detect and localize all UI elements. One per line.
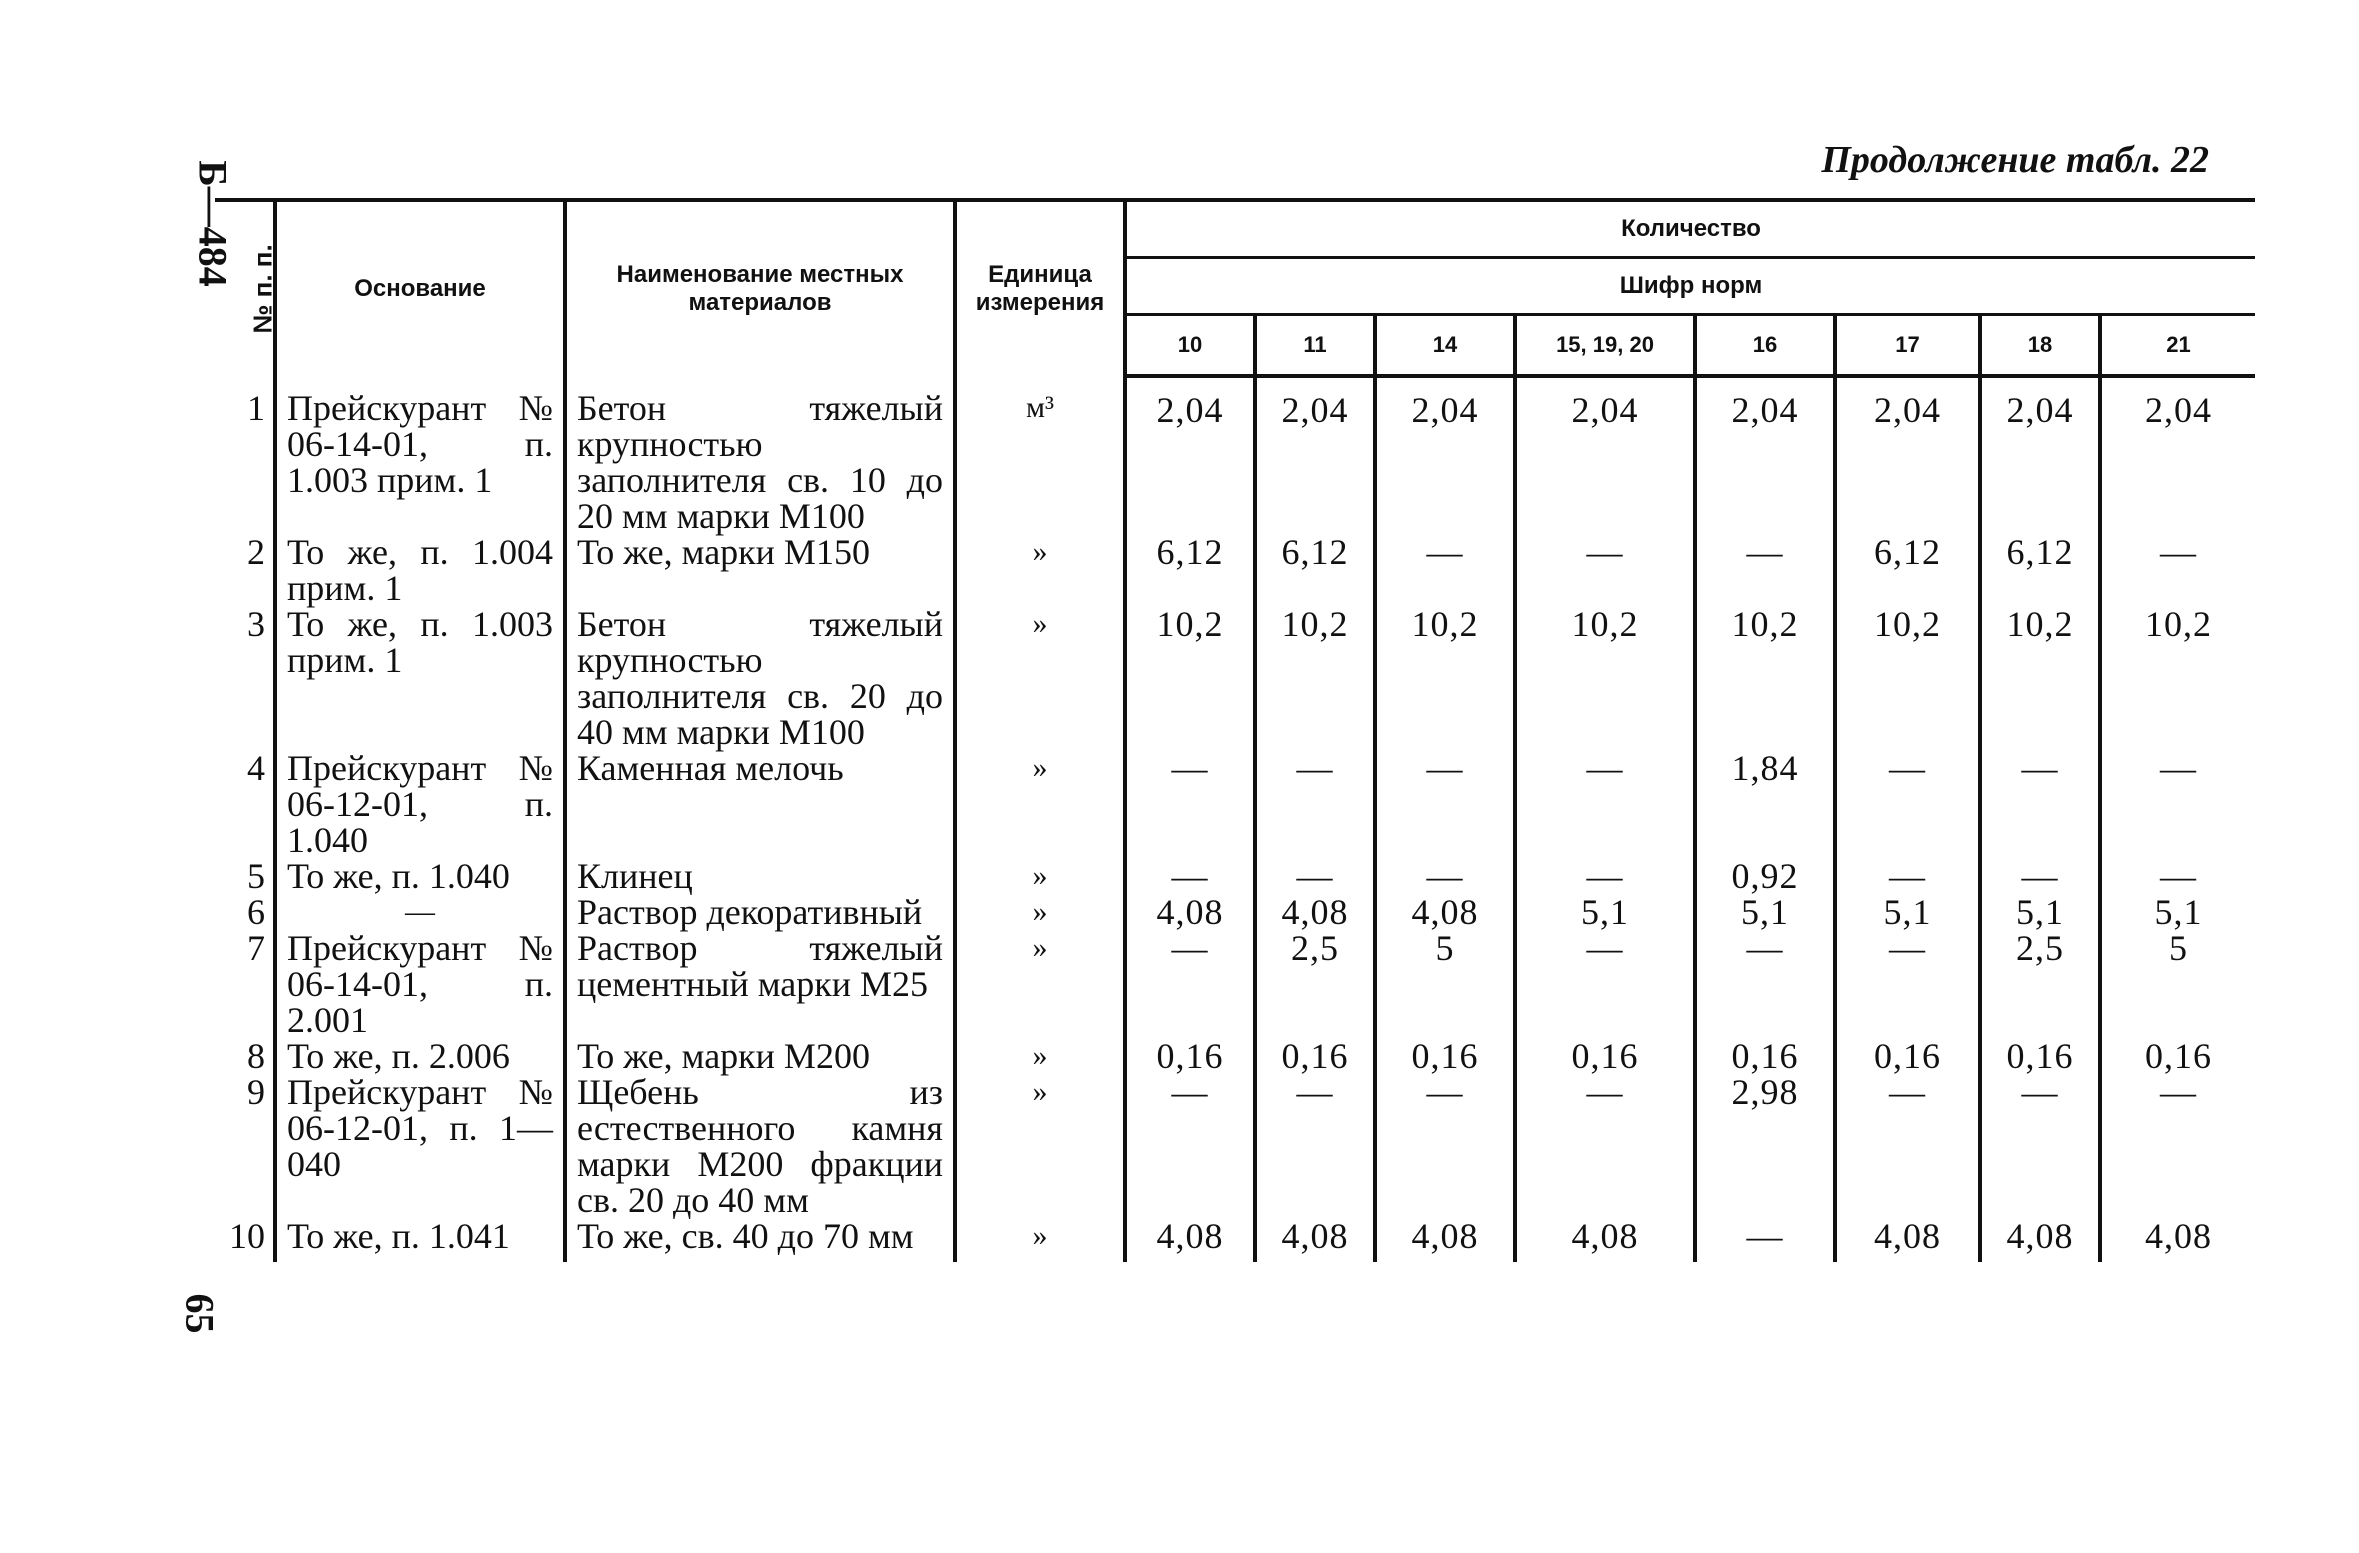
row-value: 2,98 <box>1695 1074 1835 1218</box>
table-row <box>215 606 2255 750</box>
row-value: 5,1 <box>2100 894 2255 930</box>
row-value: 2,04 <box>1695 376 1835 534</box>
row-basis: Прейскурант № 06-12-01, п. 1—040 <box>275 1074 565 1218</box>
row-value: — <box>1255 750 1375 858</box>
header-unit: Единица измерения <box>955 200 1125 376</box>
row-value: 6,12 <box>1125 534 1255 606</box>
row-value: 2,04 <box>1835 376 1980 534</box>
row-number: 9 <box>247 1072 265 1112</box>
row-value: 2,04 <box>1125 376 1255 534</box>
header-code: 10 <box>1125 315 1255 377</box>
row-value: 5,1 <box>1515 894 1695 930</box>
row-value: 4,08 <box>1980 1218 2100 1262</box>
row-value: 0,16 <box>1980 1038 2100 1074</box>
row-value: 0,16 <box>1375 1038 1515 1074</box>
row-basis: То же, п. 1.041 <box>275 1218 565 1262</box>
row-value: 0,16 <box>1125 1038 1255 1074</box>
header-code: 16 <box>1695 315 1835 377</box>
row-unit: » <box>955 1038 1125 1074</box>
row-value: 1,84 <box>1695 750 1835 858</box>
row-material-name: Щебень из естественного камня марки М200 фракции св. 20 до 40 мм <box>565 1074 955 1218</box>
row-value: 2,04 <box>1255 376 1375 534</box>
header-code: 14 <box>1375 315 1515 377</box>
row-material-name: То же, св. 40 до 70 мм <box>565 1218 955 1262</box>
row-value: 0,16 <box>1515 1038 1695 1074</box>
row-basis: — <box>275 894 565 930</box>
row-value: 6,12 <box>1255 534 1375 606</box>
row-value: — <box>1125 750 1255 858</box>
row-basis: Прейскурант № 06-14-01, п. 2.001 <box>275 930 565 1038</box>
row-number: 7 <box>247 928 265 968</box>
row-value: — <box>1835 858 1980 894</box>
row-value: — <box>1835 930 1980 1038</box>
row-basis: То же, п. 1.004 прим. 1 <box>275 534 565 606</box>
row-value: 4,08 <box>1375 1218 1515 1262</box>
row-unit: » <box>955 894 1125 930</box>
row-value: — <box>1980 858 2100 894</box>
row-value: — <box>2100 1074 2255 1218</box>
row-value: 0,92 <box>1695 858 1835 894</box>
row-number: 8 <box>247 1036 265 1076</box>
row-unit: » <box>955 930 1125 1038</box>
row-value: — <box>1695 534 1835 606</box>
header-cipher: Шифр норм <box>1125 258 2255 315</box>
row-unit: » <box>955 606 1125 750</box>
row-value: — <box>1255 858 1375 894</box>
row-value: 0,16 <box>1255 1038 1375 1074</box>
row-value: — <box>1835 750 1980 858</box>
header-code: 18 <box>1980 315 2100 377</box>
row-number: 2 <box>247 532 265 572</box>
table-row <box>215 1038 2255 1074</box>
row-material-name: Раствор тяжелый цементный марки М25 <box>565 930 955 1038</box>
row-value: 5,1 <box>1980 894 2100 930</box>
row-material-name: Бетон тяжелый крупностью заполнителя св. 10 до 20 мм марки М100 <box>565 376 955 534</box>
row-material-name: Каменная мелочь <box>565 750 955 858</box>
table-row <box>215 858 2255 894</box>
row-value: 0,16 <box>1695 1038 1835 1074</box>
row-value: — <box>2100 750 2255 858</box>
row-value: 10,2 <box>1835 606 1980 750</box>
row-value: — <box>1515 750 1695 858</box>
row-value: 2,04 <box>1980 376 2100 534</box>
row-value: 5 <box>2100 930 2255 1038</box>
row-value: — <box>1980 1074 2100 1218</box>
row-value: — <box>1515 1074 1695 1218</box>
row-value: 10,2 <box>2100 606 2255 750</box>
row-value: 4,08 <box>1255 1218 1375 1262</box>
row-value: 10,2 <box>1375 606 1515 750</box>
row-value: 10,2 <box>1125 606 1255 750</box>
row-value: — <box>1375 1074 1515 1218</box>
header-code: 17 <box>1835 315 1980 377</box>
row-number: 10 <box>229 1216 265 1256</box>
row-value: 2,5 <box>1980 930 2100 1038</box>
table-row <box>215 930 2255 1038</box>
header-code: 11 <box>1255 315 1375 377</box>
row-value: — <box>1515 930 1695 1038</box>
table-row <box>215 376 2255 534</box>
table-row <box>215 1074 2255 1218</box>
table-row <box>215 534 2255 606</box>
row-material-name: Раствор декоративный <box>565 894 955 930</box>
header-code: 15, 19, 20 <box>1515 315 1695 377</box>
row-value: — <box>1375 750 1515 858</box>
row-unit: » <box>955 534 1125 606</box>
header-basis: Основание <box>275 200 565 376</box>
row-value: — <box>2100 534 2255 606</box>
row-value: 4,08 <box>1515 1218 1695 1262</box>
row-material-name: То же, марки М150 <box>565 534 955 606</box>
row-material-name: Бетон тяжелый крупностью заполнителя св. 20 до 40 мм марки М100 <box>565 606 955 750</box>
row-value: — <box>1835 1074 1980 1218</box>
header-material-name: Наименование местных материалов <box>565 200 955 376</box>
row-value: — <box>1125 1074 1255 1218</box>
row-value: 2,5 <box>1255 930 1375 1038</box>
row-unit: » <box>955 1074 1125 1218</box>
row-value: — <box>2100 858 2255 894</box>
row-value: 2,04 <box>1375 376 1515 534</box>
row-value: 5,1 <box>1695 894 1835 930</box>
table-row <box>215 894 2255 930</box>
row-value: 6,12 <box>1980 534 2100 606</box>
row-value: 10,2 <box>1255 606 1375 750</box>
row-value: 4,08 <box>1125 894 1255 930</box>
row-basis: Прейскурант № 06-14-01, п. 1.003 прим. 1 <box>275 376 565 534</box>
row-value: 10,2 <box>1515 606 1695 750</box>
row-value: — <box>1515 534 1695 606</box>
side-margin-code: Б—484 <box>190 160 236 287</box>
row-basis: То же, п. 1.003 прим. 1 <box>275 606 565 750</box>
row-value: — <box>1125 930 1255 1038</box>
row-material-name: То же, марки М200 <box>565 1038 955 1074</box>
header-row-number: № п. п. <box>215 200 275 376</box>
row-value: — <box>1980 750 2100 858</box>
row-unit: » <box>955 858 1125 894</box>
table-continuation-title: Продолжение табл. 22 <box>1821 139 2209 181</box>
row-number: 4 <box>247 748 265 788</box>
row-value: 4,08 <box>1125 1218 1255 1262</box>
row-number: 3 <box>247 604 265 644</box>
row-value: 5,1 <box>1835 894 1980 930</box>
row-value: 10,2 <box>1695 606 1835 750</box>
row-number: 6 <box>247 892 265 932</box>
row-number: 5 <box>247 856 265 896</box>
row-basis: То же, п. 2.006 <box>275 1038 565 1074</box>
row-value: — <box>1695 930 1835 1038</box>
table-row <box>215 1218 2255 1262</box>
row-value: 4,08 <box>1835 1218 1980 1262</box>
row-value: — <box>1695 1218 1835 1262</box>
header-code: 21 <box>2100 315 2255 377</box>
row-number: 1 <box>247 388 265 428</box>
row-value: 4,08 <box>1375 894 1515 930</box>
row-unit: м³ <box>955 376 1125 534</box>
row-unit: » <box>955 1218 1125 1262</box>
materials-table <box>215 198 2255 1262</box>
row-value: 0,16 <box>2100 1038 2255 1074</box>
row-basis: То же, п. 1.040 <box>275 858 565 894</box>
row-value: — <box>1375 534 1515 606</box>
row-value: 4,08 <box>1255 894 1375 930</box>
table-row <box>215 750 2255 858</box>
materials-table-container <box>215 198 2212 1262</box>
row-value: 5 <box>1375 930 1515 1038</box>
row-value: 6,12 <box>1835 534 1980 606</box>
row-unit: » <box>955 750 1125 858</box>
row-value: — <box>1255 1074 1375 1218</box>
header-quantity: Количество <box>1125 200 2255 258</box>
row-basis: Прейскурант № 06-12-01, п. 1.040 <box>275 750 565 858</box>
row-value: — <box>1125 858 1255 894</box>
row-value: 10,2 <box>1980 606 2100 750</box>
row-value: — <box>1375 858 1515 894</box>
row-value: 2,04 <box>1515 376 1695 534</box>
row-value: — <box>1515 858 1695 894</box>
page-number: 65 <box>177 1293 223 1334</box>
row-material-name: Клинец <box>565 858 955 894</box>
row-value: 2,04 <box>2100 376 2255 534</box>
row-value: 0,16 <box>1835 1038 1980 1074</box>
row-value: 4,08 <box>2100 1218 2255 1262</box>
